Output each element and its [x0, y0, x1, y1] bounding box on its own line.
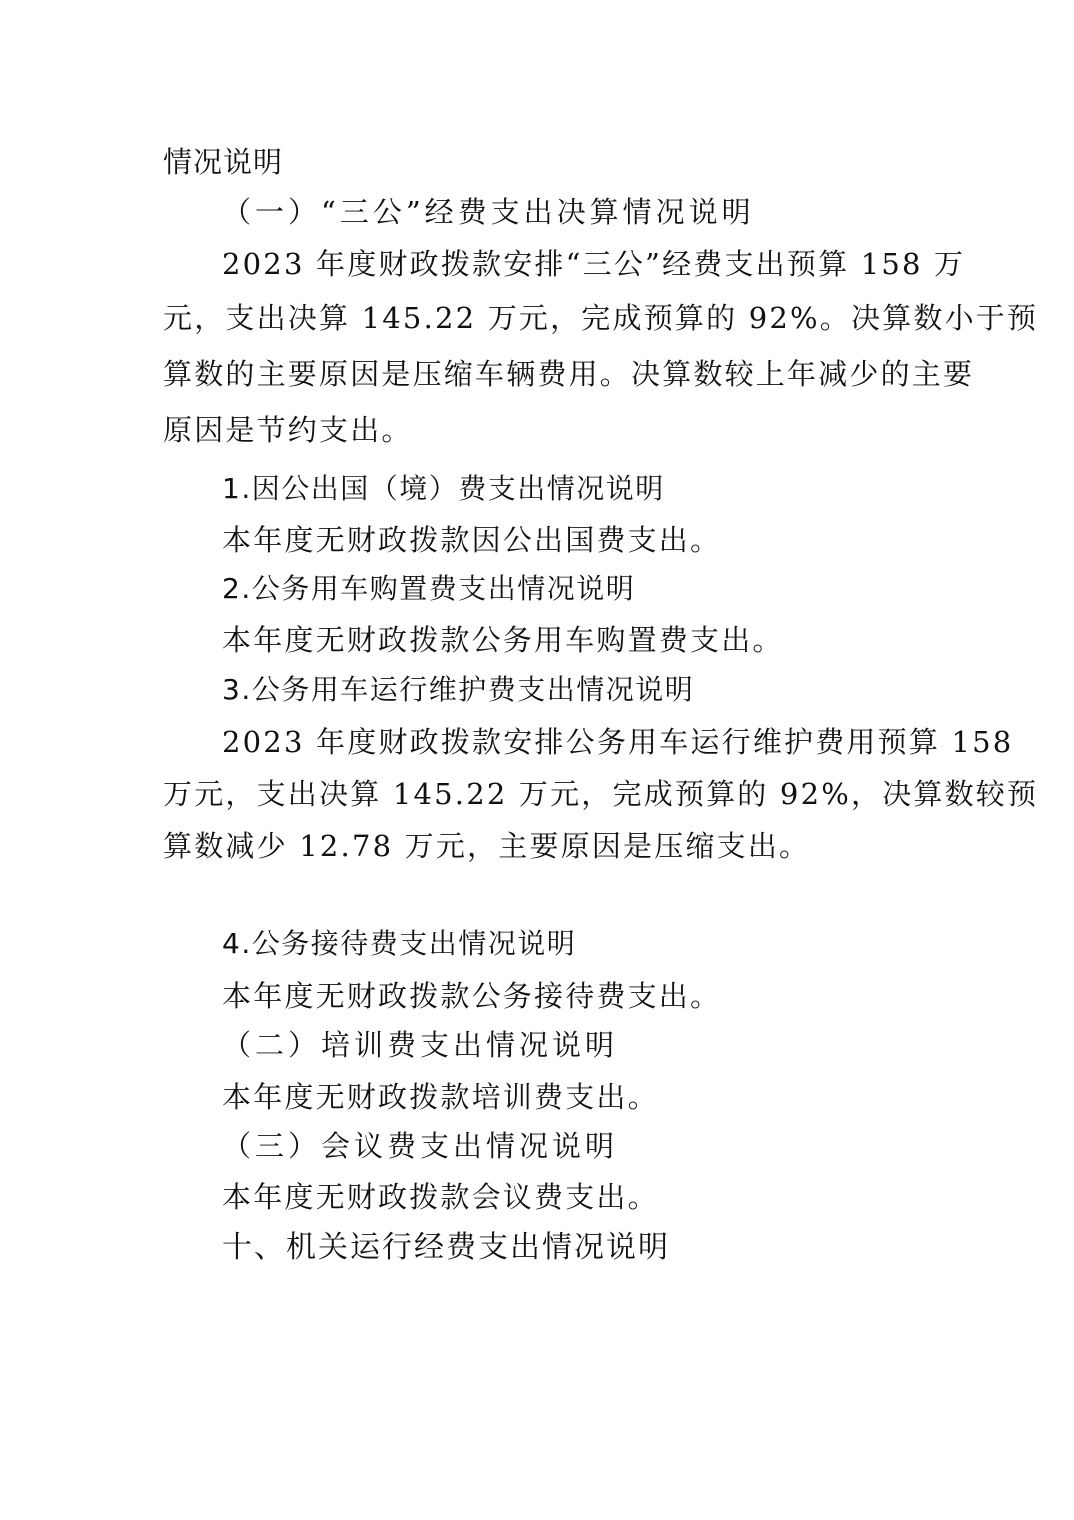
- section-3-text: 本年度无财政拨款会议费支出。: [222, 1180, 659, 1214]
- item-4-text: 本年度无财政拨款公务接待费支出。: [222, 979, 722, 1013]
- section-3-heading: （三）会议费支出情况说明: [222, 1129, 619, 1163]
- item-3-heading: 3.公务用车运行维护费支出情况说明: [222, 673, 695, 706]
- item-1-text: 本年度无财政拨款因公出国费支出。: [222, 523, 722, 557]
- item-2-heading: 2.公务用车购置费支出情况说明: [222, 572, 636, 605]
- item-2-text: 本年度无财政拨款公务用车购置费支出。: [222, 623, 784, 657]
- section-1-heading: （一）“三公”经费支出决算情况说明: [222, 195, 755, 229]
- section-1-para-line-4: 原因是节约支出。: [163, 413, 413, 447]
- section-1-para-line-1: 2023 年度财政拨款安排“三公”经费支出预算 158 万: [222, 247, 966, 281]
- item-3-para-line-3: 算数减少 12.78 万元，主要原因是压缩支出。: [163, 829, 811, 863]
- item-3-para-line-2: 万元，支出决算 145.22 万元，完成预算的 92%，决算数较预: [163, 777, 1039, 811]
- section-1-para-line-3: 算数的主要原因是压缩车辆费用。决算数较上年减少的主要: [163, 357, 975, 391]
- section-2-heading: （二）培训费支出情况说明: [222, 1028, 619, 1062]
- section-1-para-line-2: 元，支出决算 145.22 万元，完成预算的 92%。决算数小于预: [163, 301, 1039, 335]
- section-2-text: 本年度无财政拨款培训费支出。: [222, 1080, 659, 1114]
- section-10-heading: 十、机关运行经费支出情况说明: [222, 1230, 670, 1265]
- item-4-heading: 4.公务接待费支出情况说明: [222, 927, 577, 960]
- title-fragment: 情况说明: [163, 145, 284, 179]
- item-1-heading: 1.因公出国（境）费支出情况说明: [222, 472, 665, 505]
- item-3-para-line-1: 2023 年度财政拨款安排公务用车运行维护费用预算 158: [222, 725, 1014, 759]
